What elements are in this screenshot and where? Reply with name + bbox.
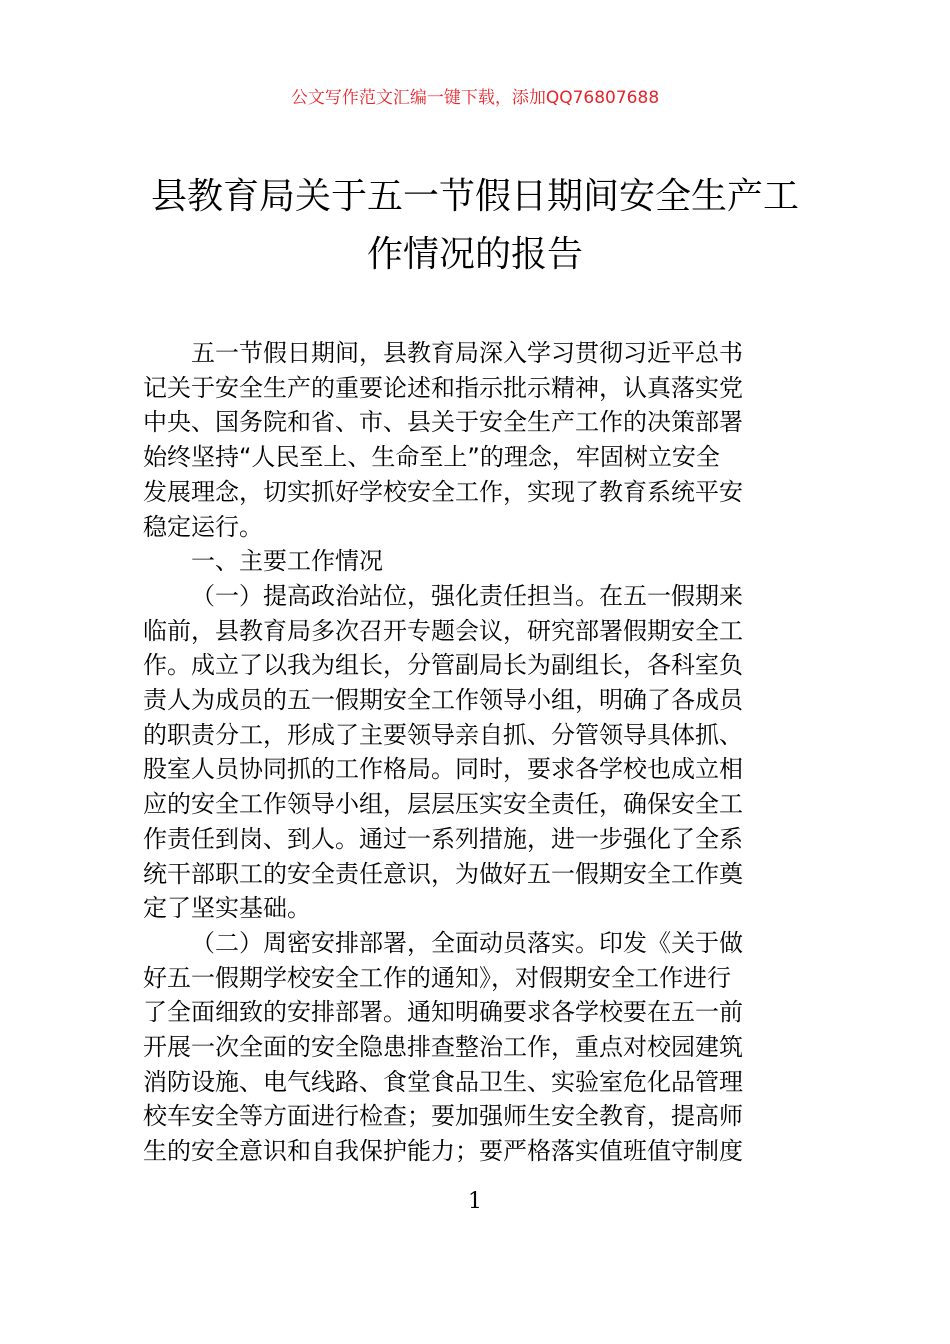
paragraph-2 <box>143 926 809 1169</box>
title-line-1: 县教育局关于五一节假日期间安全生产工 <box>150 176 799 217</box>
text-line: 生的安全意识和自我保护能力；要严格落实值班值守制度 <box>143 1137 743 1166</box>
text-line: 股室人员协同抓的工作格局。同时，要求各学校也成立相 <box>143 755 743 784</box>
report-title <box>140 168 810 284</box>
text-line: 始终坚持“人民至上、生命至上”的理念，牢固树立安全 <box>143 443 720 472</box>
section-heading <box>143 544 809 579</box>
text-line: 临前，县教育局多次召开专题会议，研究部署假期安全工 <box>143 616 743 645</box>
text-line: 责人为成员的五一假期安全工作领导小组，明确了各成员 <box>143 686 743 715</box>
text-line: 消防设施、电气线路、食堂食品卫生、实验室危化品管理 <box>143 1067 743 1096</box>
text-line: （二）周密安排部署，全面动员落实。印发《关于做 <box>191 928 743 957</box>
text-line: 开展一次全面的安全隐患排查整治工作，重点对校园建筑 <box>143 1033 743 1062</box>
title-line-2: 作情况的报告 <box>366 234 583 275</box>
text-line: 的职责分工，形成了主要领导亲自抓、分管领导具体抓、 <box>143 720 743 749</box>
text-line: 应的安全工作领导小组，层层压实安全责任，确保安全工 <box>143 790 743 819</box>
paragraph-1 <box>143 579 809 926</box>
report-body <box>143 336 809 1169</box>
text-line: 稳定运行。 <box>143 512 263 541</box>
text-line: 记关于安全生产的重要论述和指示批示精神，认真落实党 <box>143 373 743 402</box>
download-notice: 公文写作范文汇编一键下载，添加QQ76807688 <box>290 88 660 108</box>
text-line: 校车安全等方面进行检查；要加强师生安全教育，提高师 <box>143 1102 743 1131</box>
text-line: 中央、国务院和省、市、县关于安全生产工作的决策部署 <box>143 408 743 437</box>
text-line: 作。成立了以我为组长，分管副局长为副组长，各科室负 <box>143 651 743 680</box>
text-line: 发展理念，切实抓好学校安全工作，实现了教育系统平安 <box>143 477 743 506</box>
text-line: 统干部职工的安全责任意识，为做好五一假期安全工作奠 <box>143 859 743 888</box>
section-1-heading: 一、主要工作情况 <box>191 547 383 576</box>
text-line: 作责任到岗、到人。通过一系列措施，进一步强化了全系 <box>143 824 743 853</box>
page-number: 1 <box>468 1189 482 1214</box>
text-line: 好五一假期学校安全工作的通知》，对假期安全工作进行 <box>143 963 731 992</box>
text-line: （一）提高政治站位，强化责任担当。在五一假期来 <box>191 581 743 610</box>
text-line: 定了坚实基础。 <box>143 894 311 923</box>
intro-paragraph <box>143 336 809 544</box>
text-line: 五一节假日期间，县教育局深入学习贯彻习近平总书 <box>191 339 743 367</box>
text-line: 了全面细致的安排部署。通知明确要求各学校要在五一前 <box>143 998 743 1027</box>
